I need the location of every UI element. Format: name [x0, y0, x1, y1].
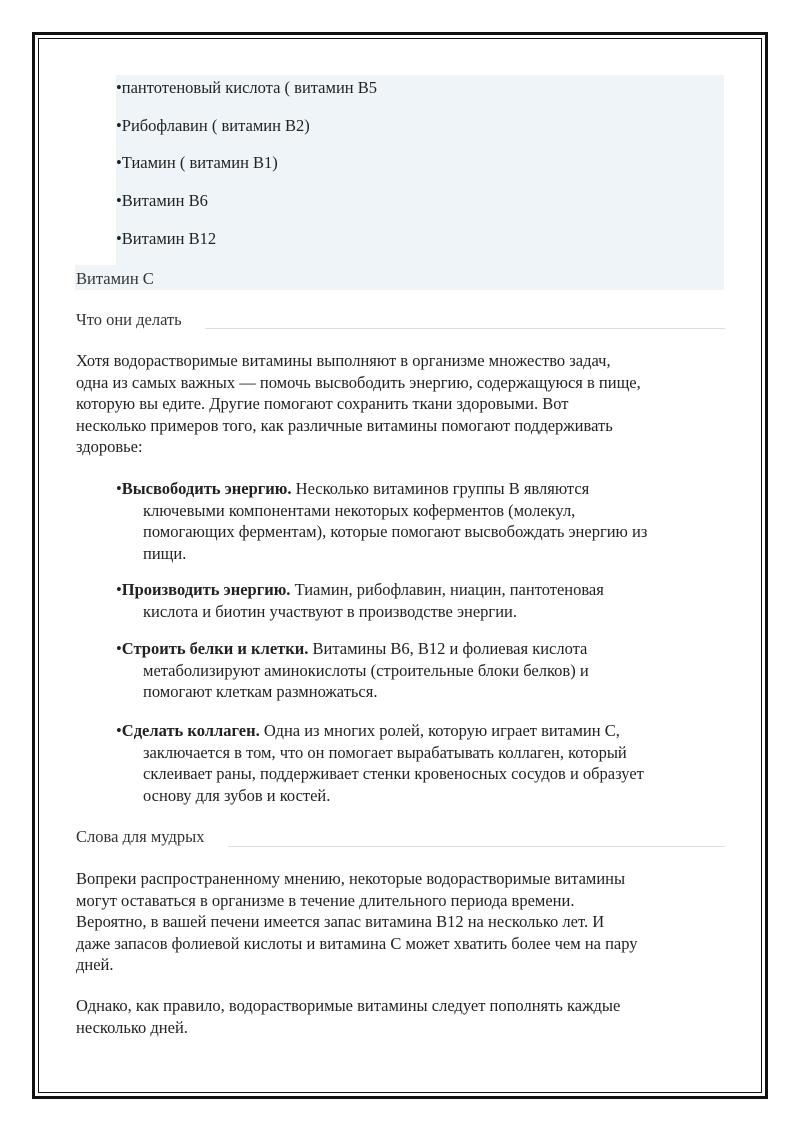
list-item: •Витамин B12: [116, 229, 217, 248]
paragraph-line: здоровье:: [76, 437, 143, 456]
list-item: •Высвободить энергию. Несколько витаминов группы B являются ключевыми компонентами некоторых коферментов (молекул, помогающих ферментам), которые помогают высвобождать энергию из пищи.: [116, 479, 648, 563]
paragraph-line: Хотя водорастворимые витамины выполняют в организме множество задач,: [76, 351, 611, 370]
item-bold-lead: Сделать коллаген.: [121, 721, 260, 740]
section2-paragraph: [76, 868, 726, 976]
section-heading: Что они делать: [76, 310, 182, 329]
paragraph-line: несколько дней.: [76, 1017, 188, 1037]
item-bold-lead: Производить энергию.: [121, 580, 291, 599]
item-bold-lead: Строить белки и клетки.: [121, 639, 309, 658]
vitamin-c-label: Витамин C: [76, 269, 154, 288]
section1-paragraph: [76, 350, 726, 458]
paragraph-line: которую вы едите. Другие помогают сохранить ткани здоровыми. Вот: [76, 394, 569, 413]
heading-rule: [205, 328, 725, 329]
list-item: •Производить энергию. Тиамин, рибофлавин, ниацин, пантотеновая кислота и биотин участвуют в производстве энергии.: [116, 580, 604, 621]
item-bold-lead: Высвободить энергию.: [121, 479, 292, 498]
paragraph-line: Вопреки распространенному мнению, некоторые водорастворимые витамины: [76, 869, 626, 888]
list-item: •Витамин B6: [116, 191, 208, 210]
paragraph-line: могут оставаться в организме в течение длительного периода времени.: [76, 890, 575, 910]
section-heading: Слова для мудрых: [76, 827, 205, 846]
paragraph-line: Однако, как правило, водорастворимые витамины следует пополнять каждые: [76, 996, 621, 1015]
list-item: •пантотеновый кислота ( витамин B5: [116, 78, 377, 97]
paragraph-line: даже запасов фолиевой кислоты и витамина C может хватить более чем на пару: [76, 933, 638, 953]
list-item: •Тиамин ( витамин B1): [116, 153, 278, 172]
heading-rule: [228, 846, 725, 847]
vitamin-c-shading: [75, 265, 724, 290]
paragraph-line: Вероятно, в вашей печени имеется запас витамина B12 на несколько лет. И: [76, 912, 605, 931]
section2-paragraph: [76, 995, 726, 1038]
paragraph-line: одна из самых важных — помочь высвободить энергию, содержащуюся в пище,: [76, 372, 641, 392]
list-item: •Рибофлавин ( витамин B2): [116, 116, 310, 135]
list-shading: [116, 75, 724, 287]
list-item: •Строить белки и клетки. Витамины B6, B12 и фолиевая кислота метаболизируют аминокислоты (строительные блоки белков) и помогают клеткам размножаться.: [116, 639, 589, 701]
paragraph-line: несколько примеров того, как различные витамины помогают поддерживать: [76, 415, 613, 435]
list-item: •Сделать коллаген. Одна из многих ролей, которую играет витамин C, заключается в том, что он помогает вырабатывать коллаген, который склеивает раны, поддерживает стенки кровеносных сосудов и образует основу для зубов и костей.: [116, 721, 644, 805]
paragraph-line: дней.: [76, 955, 114, 974]
